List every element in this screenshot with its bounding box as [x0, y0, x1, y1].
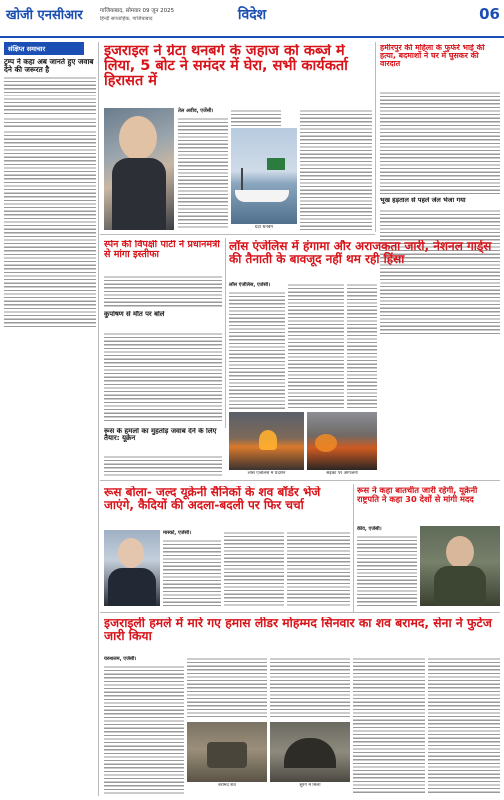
la-photo-left	[380, 338, 381, 339]
right-body-3	[380, 282, 381, 283]
main-body-col2	[231, 108, 281, 126]
date-line: गाजियाबाद, सोमवार 09 जून 2025	[100, 8, 175, 14]
story7-body-col1	[104, 664, 184, 794]
tunnel-photo-2	[270, 722, 350, 782]
page-number: 06	[479, 5, 500, 23]
story7-body-col4	[353, 656, 425, 794]
story4-body-col2	[224, 530, 284, 606]
tunnel-photo-1	[187, 722, 267, 782]
main-body-col3	[300, 108, 372, 230]
tunnel-caption-1: बरामद शव	[218, 783, 236, 788]
main-headline: इजराइल ने ग्रेटा थनबर्ग के जहाज को कब्जे में लिया, 5 बोट ने समंदर में घेरा, सभी कार्यकर्ता हिरासत में	[104, 44, 348, 90]
story3-body-col1	[229, 290, 285, 410]
story3-headline: लॉस एंजेलिस में हंगामा और अराजकता जारी, नेशनल गार्ड्स की तैनाती के बावजूद नहीं थम रही हिंसा	[229, 240, 492, 266]
brief1-headline: ट्रम्प ने कहा अब जानते हुए जवाब देने की जरूरत है	[4, 58, 94, 74]
putin-photo	[104, 530, 160, 606]
story7-body-col5	[428, 656, 500, 794]
story6-headline: रूस ने कहा बातचीत जारी रहेगी, यूक्रेनी राष्ट्रपति ने कहा 30 देशों से मांगी मदद	[357, 486, 478, 504]
riot-caption-1: लॉस एंजेलिस में प्रदर्शन	[247, 471, 286, 476]
story3-photo1	[104, 424, 224, 425]
tunnel-caption-2: सुरंग में मिला	[299, 783, 321, 788]
story2-headline: स्पेन की विपक्षी पार्टी ने प्रधानमंत्री से मांगा इस्तीफा	[104, 240, 220, 260]
story4-body-col1	[163, 538, 221, 606]
story3-dateline: लॉस एंजेलिस, एजेंसी।	[229, 282, 271, 288]
right-headline: हमीरपुर की महिला के फुफेरे भाई की हत्या, बदमाशों ने घर में घुसकर की वारदात	[380, 44, 485, 69]
story3-body-col3	[347, 282, 377, 410]
story7-body-col3	[270, 656, 350, 718]
zelensky-photo	[420, 526, 500, 606]
main-photo	[104, 108, 174, 230]
section-title: विदेश	[237, 7, 267, 23]
story4-dateline: मास्को, एजेंसी।	[163, 530, 192, 536]
story4-headline: रूस बोला- जल्द यूक्रेनी सैनिकों के शव बॉर्डर भेजे जाएंगे, कैदियों की अदला-बदली पर फिर चर्चा	[104, 486, 321, 512]
riot-caption-2: सड़कों पर आगजनी	[326, 471, 358, 476]
boat-photo	[231, 128, 297, 224]
left-column	[4, 42, 96, 796]
riot-photo-2	[307, 412, 377, 470]
story7-body-col2	[187, 656, 267, 718]
brief-tag: संक्षिप्त समाचार	[4, 42, 84, 55]
story6-dateline: कीव, एजेंसी।	[357, 526, 382, 532]
story5-headline: रूस के हमलों का मुंहतोड़ जवाब देने के लिए तैयार: यूक्रेन	[104, 428, 217, 443]
story4-body-col3	[287, 530, 350, 606]
story7-dateline: यरुशलम, एजेंसी।	[104, 656, 137, 662]
right-body	[380, 90, 500, 194]
right-subhead: भूख हड़ताल से पहले जेल भेजा गया	[380, 197, 466, 204]
main-photo-caption: ग्रेटा थनबर्ग	[255, 225, 273, 230]
story3-body-col2	[288, 282, 344, 410]
story2-body-2	[104, 331, 222, 423]
sub-line: हिन्दी साप्ताहिक, गाजियाबाद	[100, 16, 153, 22]
story6-body-col1	[357, 534, 417, 606]
story7-headline: इजराइली हमले में मारे गए हमास लीडर मोहम्मद सिनवार का शव बरामद, सेना ने फुटेज जारी किया	[104, 617, 492, 643]
story2-sub: कुपोषण से मौत पर बोले	[104, 311, 165, 318]
masthead	[0, 0, 504, 38]
paper-name: खोजी एनसीआर	[6, 8, 83, 23]
main-dateline: तेल अवीव, एजेंसी।	[178, 108, 214, 114]
story5-body	[104, 454, 222, 476]
story2-body	[104, 274, 222, 308]
main-body-col1	[178, 116, 228, 230]
riot-photo-1	[229, 412, 304, 470]
brief4-body	[4, 129, 96, 329]
